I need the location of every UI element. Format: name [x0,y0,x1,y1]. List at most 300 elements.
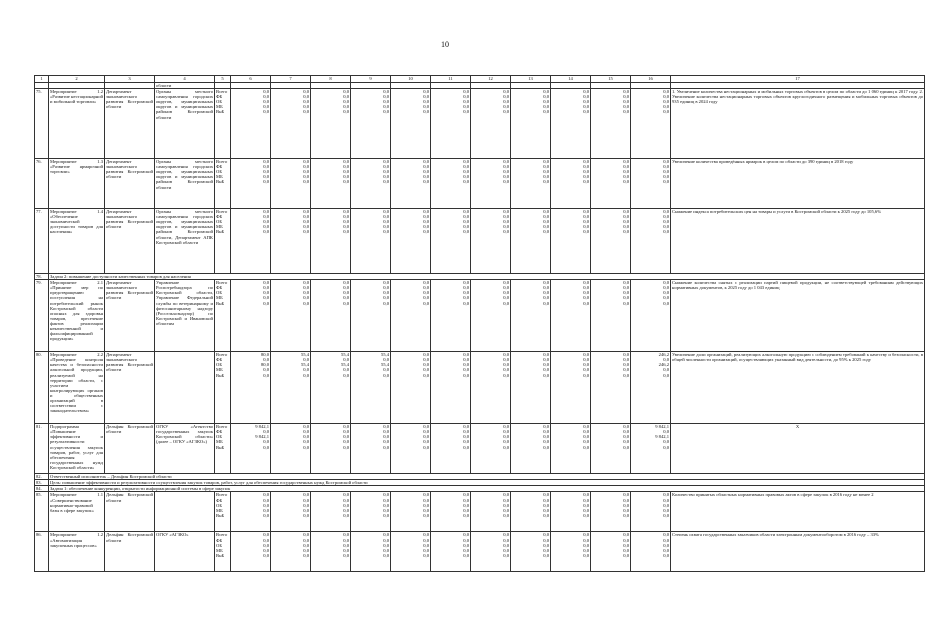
amount: 0,0 [343,439,349,445]
page-number: 10 [441,40,449,49]
amount: 0,0 [463,285,469,291]
record-partner [155,492,215,532]
amount: 0,0 [583,99,589,105]
amount-col [311,492,351,532]
amount-col [471,159,511,209]
amount: 0,0 [343,497,349,503]
amount: 0,0 [463,169,469,175]
record-result: Снижение количества снятых с реализации партий пищевой продукции, не соответствующей требованиям действующих нормативных документов, к 2025 году до 1 043 единиц [671,280,925,352]
amount: 0,0 [383,164,389,170]
amount: 0,0 [343,290,349,296]
header-cell: 6 [231,76,271,83]
amount: 55,4 [380,352,389,358]
amount: 0,0 [303,109,309,115]
amount: 0,0 [583,429,589,435]
amount: 0,0 [423,285,429,291]
budget-source: МБ [216,367,223,373]
amount: 0,0 [423,89,429,95]
header-cell: 3 [105,76,155,83]
amount: 0,0 [583,285,589,291]
amount-col [311,280,351,352]
amount: 0,0 [343,367,349,373]
amount: 0,0 [623,159,629,165]
amount-col [551,159,591,209]
amount-col [351,424,391,474]
amount: 0,0 [343,357,349,363]
amount: 0,0 [623,439,629,445]
header-cell: 7 [271,76,311,83]
amount: 0,0 [503,434,509,440]
section-number: 84. [35,486,49,492]
amount: 0,0 [303,547,309,553]
record-partner: Органы местного самоуправления городских округов, муниципальных округов и муниципальных районов Костромской области [155,159,215,209]
amount-col [391,89,431,159]
amount: 0,0 [543,352,549,358]
amount-col [551,209,591,274]
amount: 0,0 [623,300,629,306]
budget-source: МБ [216,295,223,301]
amount: 0,0 [583,362,589,368]
amount: 0,0 [423,214,429,220]
amount: 0,0 [343,300,349,306]
amount: 0,0 [503,542,509,548]
amount: 0,0 [543,512,549,518]
amount: 0,0 [303,552,309,558]
amount: 0,0 [543,537,549,543]
amount-col [431,352,471,424]
amount: 0,0 [543,99,549,105]
amount: 0,0 [383,295,389,301]
amount-col [391,532,431,572]
amount: 0,0 [623,362,629,368]
budget-source: ОБ [216,169,222,175]
amount: 0,0 [463,362,469,368]
amount: 0,0 [463,209,469,215]
amount: 0,0 [263,164,269,170]
amount: 0,0 [343,229,349,235]
amount-col [391,352,431,424]
amount-col [391,424,431,474]
amount-col [511,532,551,572]
amount: 0,0 [663,94,669,100]
amount: 0,0 [543,290,549,296]
amount: 0,0 [303,104,309,110]
amount-col [471,209,511,274]
amount: 0,0 [623,209,629,215]
amount: 0,0 [623,532,629,538]
amount-col [311,424,351,474]
amount: 0,0 [623,547,629,553]
amount: 0,0 [663,219,669,225]
amount: 0,0 [623,512,629,518]
amount: 0,0 [343,512,349,518]
amount: 0,0 [383,224,389,230]
amount: 0,0 [583,174,589,180]
amount: 0,0 [343,424,349,430]
amount: 0,0 [663,372,669,378]
amount: 0,0 [503,224,509,230]
amount: 0,0 [543,280,549,286]
amount-col [511,159,551,209]
amount: 0,0 [263,290,269,296]
amount: 0,0 [623,290,629,296]
header-row [35,76,925,83]
amount: 80,0 [260,352,269,358]
budget-source: Всего [216,280,228,286]
amount: 0,0 [383,219,389,225]
amount-col [631,159,671,209]
amount: 0,0 [423,169,429,175]
amount: 0,0 [583,179,589,185]
amount: 0,0 [263,492,269,498]
header-cell: 9 [351,76,391,83]
budget-source: ВнБ [216,512,225,518]
amount: 0,0 [263,109,269,115]
record-row [35,352,925,424]
amount: 0,0 [503,352,509,358]
amount: 0,0 [423,542,429,548]
amount-col [271,532,311,572]
amount-col [351,209,391,274]
amount: 0,0 [543,424,549,430]
amount: 0,0 [263,439,269,445]
amount: 0,0 [583,424,589,430]
budget-source: Всего [216,159,228,165]
record-executor: Департамент экономического развития Костромской области [105,209,155,274]
amount-col [471,492,511,532]
record-partner [155,352,215,424]
budget-source: ОБ [216,502,222,508]
amount: 0,0 [343,502,349,508]
amount: 0,0 [663,109,669,115]
amount-col [471,280,511,352]
amount: 0,0 [423,537,429,543]
header-cell: 13 [511,76,551,83]
amount: 0,0 [663,174,669,180]
record-executor: Департамент экономического развития Костромской области [105,352,155,424]
record-result: Увеличение доли организаций, реализующих алкогольную продукцию с соблюдением требований к качеству и безопасности, в общей численности организаций, осуществляющих указанный вид деятельности, до 95% к 2025 году [671,352,925,424]
amount-col [471,424,511,474]
amount: 0,0 [583,89,589,95]
amount-col [551,532,591,572]
amount: 0,0 [343,542,349,548]
amount: 0,0 [463,290,469,296]
cell-continuation: области [155,83,215,89]
amount: 0,0 [263,552,269,558]
amount: 0,0 [303,229,309,235]
amount: 0,0 [463,89,469,95]
amount-col [391,492,431,532]
section-text: Цель: повышение эффективности и результативности осуществления закупок товаров, работ, услуг для обеспечения государственных нужд Костромской области [49,480,925,486]
amount: 0,0 [663,497,669,503]
amount-col [551,280,591,352]
amount: 0,0 [583,209,589,215]
amount: 0,0 [423,552,429,558]
amount: 0,0 [383,94,389,100]
amount: 0,0 [543,295,549,301]
amount: 0,0 [263,214,269,220]
amount: 0,0 [583,169,589,175]
amount: 0,0 [543,367,549,373]
amount: 0,0 [303,99,309,105]
record-row [35,532,925,572]
record-executor: Департамент экономического развития Костромской области [105,280,155,352]
amount: 0,0 [383,209,389,215]
amount: 0,0 [503,552,509,558]
record-row [35,159,925,209]
amount: 0,0 [263,280,269,286]
budget-source: Всего [216,424,228,430]
amount: 0,0 [623,164,629,170]
header-cell: 12 [471,76,511,83]
amount: 0,0 [623,357,629,363]
amount: 0,0 [343,99,349,105]
amount: 0,0 [423,439,429,445]
amount: 0,0 [543,552,549,558]
amount: 0,0 [463,552,469,558]
amount: 0,0 [543,209,549,215]
budget-source: ОБ [216,219,222,225]
amount-col [551,424,591,474]
amount: 0,0 [343,169,349,175]
amount: 0,0 [623,502,629,508]
section-text: Задача 2: повышение доступности качественных товаров для населения [49,274,925,280]
amount: 0,0 [463,295,469,301]
amount: 0,0 [503,104,509,110]
budget-source: Всего [216,532,228,538]
amount: 0,0 [463,174,469,180]
amount: 0,0 [663,444,669,450]
amount: 0,0 [343,492,349,498]
amount: 0,0 [543,94,549,100]
amount: 0,0 [503,492,509,498]
amount: 0,0 [343,372,349,378]
amount: 0,0 [383,214,389,220]
amount: 0,0 [343,164,349,170]
amount: 0,0 [463,507,469,513]
record-name: Мероприятие 1.3 «Развитие ярмарочной торговли» [49,159,105,209]
amount: 0,0 [343,179,349,185]
amount: 0,0 [583,542,589,548]
amount: 0,0 [503,537,509,543]
amount: 0,0 [583,280,589,286]
budget-source: ФБ [216,285,223,291]
budget-source: ВнБ [216,444,225,450]
budget-source: ФБ [216,537,223,543]
amount: 0,0 [663,229,669,235]
amount: 0,0 [303,537,309,543]
section-number: 82. [35,474,49,480]
amount-col [311,89,351,159]
amount: 0,0 [583,532,589,538]
amount: 0,0 [463,104,469,110]
record-partner: ОГКУ «Агентство государственных закупок Костромской области» (далее – ОГКУ «АГЗКО») [155,424,215,474]
amount: 0,0 [543,229,549,235]
amount: 0,0 [503,547,509,553]
amount: 0,0 [543,285,549,291]
amount: 0,0 [263,94,269,100]
record-row [35,492,925,532]
amount: 0,0 [383,502,389,508]
amount: 0,0 [663,224,669,230]
amount: 0,0 [263,357,269,363]
amount: 0,0 [303,492,309,498]
amount: 0,0 [503,497,509,503]
amount-col [511,352,551,424]
amount: 0,0 [263,285,269,291]
record-number: 81. [35,424,49,474]
amount: 0,0 [263,224,269,230]
amount: 0,0 [623,492,629,498]
amount: 0,0 [343,507,349,513]
amount-col [591,532,631,572]
amount: 0,0 [543,429,549,435]
amount: 0,0 [303,542,309,548]
amount: 0,0 [423,492,429,498]
amount: 0,0 [343,280,349,286]
amount: 0,0 [423,99,429,105]
amount: 0,0 [423,159,429,165]
amount: 0,0 [623,352,629,358]
section-number: 83. [35,480,49,486]
amount: 0,0 [303,224,309,230]
amount: 0,0 [463,179,469,185]
record-number: 76. [35,159,49,209]
amount: 0,0 [663,159,669,165]
budget-source: ОБ [216,542,222,548]
amount-col [391,280,431,352]
amount: 0,0 [343,94,349,100]
amount: 0,0 [663,179,669,185]
amount: 0,0 [583,502,589,508]
amount: 0,0 [623,174,629,180]
amount: 55,4 [380,362,389,368]
amount: 0,0 [463,109,469,115]
amount-col [271,492,311,532]
amount: 0,0 [583,109,589,115]
record-result: Степень охвата государственных заказчиков области электронным документооборотом в 2016 году – 33% [671,532,925,572]
amount: 0,0 [423,109,429,115]
amount: 0,0 [663,552,669,558]
amount: 0,0 [303,280,309,286]
amount: 0,0 [663,164,669,170]
amount: 0,0 [383,512,389,518]
amount-col [351,492,391,532]
amount-col [631,532,671,572]
amount: 0,0 [383,537,389,543]
record-name: Подпрограмма «Повышение эффективности и результативности осуществления закупок товаров, работ, услуг для обеспечения государственных нужд Костромской области» [49,424,105,474]
budget-source: ВнБ [216,372,225,378]
amount-col [511,89,551,159]
amount-col [511,280,551,352]
amount-col [631,424,671,474]
amount: 0,0 [543,104,549,110]
amount: 0,0 [583,357,589,363]
amount: 0,0 [543,300,549,306]
amount: 0,0 [583,434,589,440]
amount-col [631,89,671,159]
budget-source: ВнБ [216,229,225,235]
amount: 0,0 [463,352,469,358]
amount: 0,0 [503,159,509,165]
amount: 0,0 [623,434,629,440]
amount-col [271,89,311,159]
amount: 0,0 [383,300,389,306]
amount: 0,0 [383,542,389,548]
amount: 0,0 [383,174,389,180]
amount: 0,0 [463,159,469,165]
amount: 0,0 [503,280,509,286]
amount: 0,0 [663,295,669,301]
amount-col [431,492,471,532]
amount: 0,0 [543,159,549,165]
amount: 0,0 [423,547,429,553]
amount: 0,0 [423,532,429,538]
amount-col [591,280,631,352]
amount: 0,0 [303,89,309,95]
amount: 0,0 [583,372,589,378]
amount: 0,0 [263,99,269,105]
amount-col [551,492,591,532]
amount-col [591,352,631,424]
amount: 0,0 [543,439,549,445]
amount: 0,0 [543,372,549,378]
amount: 0,0 [623,537,629,543]
header-cell: 10 [391,76,431,83]
amount: 0,0 [503,174,509,180]
amount: 0,0 [343,537,349,543]
amount: 0,0 [623,214,629,220]
amount-col [591,209,631,274]
amount-col [231,424,271,474]
record-executor: Дельфин Костромской области [105,424,155,474]
amount: 0,0 [463,434,469,440]
amount: 0,0 [423,219,429,225]
amount: 0,0 [383,159,389,165]
amount-col [271,209,311,274]
amount: 0,0 [263,507,269,513]
amount: 0,0 [383,429,389,435]
amount: 0,0 [423,372,429,378]
amount: 0,0 [383,89,389,95]
record-executor: Дельфин Костромской области [105,492,155,532]
amount: 0,0 [543,532,549,538]
amount: 0,0 [663,542,669,548]
amount: 0,0 [463,429,469,435]
amount: 0,0 [663,357,669,363]
amount: 0,0 [543,169,549,175]
amount: 0,0 [383,552,389,558]
amount: 0,0 [303,295,309,301]
amount: 0,0 [383,444,389,450]
amount: 0,0 [423,224,429,230]
amount-col [231,532,271,572]
amount: 0,0 [343,209,349,215]
amount: 0,0 [583,537,589,543]
amount: 0,0 [663,367,669,373]
amount-col [231,89,271,159]
amount: 0,0 [423,295,429,301]
amount-col [311,209,351,274]
amount: 0,0 [463,372,469,378]
amount: 0,0 [463,537,469,543]
amount: 0,0 [343,429,349,435]
amount: 0,0 [503,502,509,508]
amount: 0,0 [663,502,669,508]
record-executor: Департамент экономического развития Костромской области [105,159,155,209]
amount: 0,0 [463,547,469,553]
amount-col [231,159,271,209]
